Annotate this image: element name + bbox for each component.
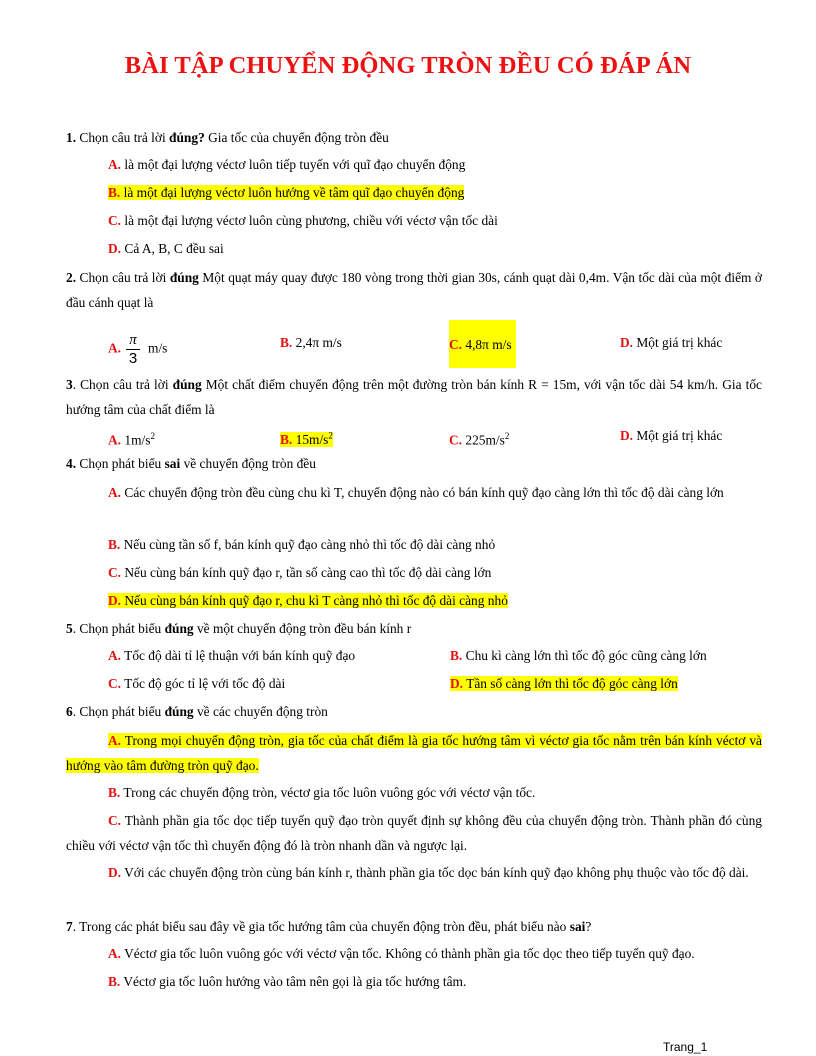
q5-option-a: A. Tốc độ dài tỉ lệ thuận với bán kính quỹ đạo	[108, 648, 356, 663]
q3-option-a: A. $1m/s^2$	[108, 431, 155, 448]
q6-option-d: D. Với các chuyển động tròn cùng bán kính r, thành phần gia tốc dọc bán kính quỹ đạo không phụ thuộc vào tốc độ dài.	[108, 865, 749, 880]
q2-option-c: C. 4,8π m/s	[449, 320, 516, 368]
question-7: 7. Trong các phát biểu sau đây về gia tốc hướng tâm của chuyển động tròn đều, phát biểu nào sai?	[66, 919, 592, 934]
q5-option-d: D. Tần số càng lớn thì tốc độ góc càng lớn	[450, 676, 678, 691]
q1-option-b: B. là một đại lượng véctơ luôn hướng về tâm quĩ đạo chuyển động	[108, 185, 465, 200]
q4-option-c: C. Nếu cùng bán kính quỹ đạo r, tần số càng cao thì tốc độ dài càng lớn	[108, 565, 492, 580]
question-6: 6. Chọn phát biểu đúng về các chuyển động tròn	[66, 704, 328, 719]
q5-option-c: C. Tốc độ góc tỉ lệ với tốc độ dài	[108, 676, 286, 691]
q5-option-b: B. Chu kì càng lớn thì tốc độ góc cũng càng lớn	[450, 648, 707, 663]
question-4: 4. Chọn phát biểu sai về chuyển động tròn đều	[66, 456, 316, 471]
q1-option-c: C. là một đại lượng véctơ luôn cùng phương, chiều với véctơ vận tốc dài	[108, 213, 498, 228]
pi-over-3-fraction: $\frac{\pi}{3}$	[126, 332, 140, 367]
q3-option-c: C. $225m/s^2$	[449, 431, 510, 448]
question-3: 3. Chọn câu trả lời đúng Một chất điểm chuyển động trên một đường tròn bán kính R = 15m, với vận tốc dài 54 km/h. Gia tốc hướng tâm của chất điểm là	[66, 377, 762, 417]
q3-option-d: D. Một giá trị khác	[620, 428, 723, 443]
q6-option-b: B. Trong các chuyển động tròn, véctơ gia tốc luôn vuông góc với véctơ vận tốc.	[108, 785, 536, 800]
q4-option-b: B. Nếu cùng tần số f, bán kính quỹ đạo càng nhỏ thì tốc độ dài càng nhỏ	[108, 537, 496, 552]
q2-option-a: A. $\frac{\pi}{3}$ m/s	[108, 332, 168, 367]
question-5: 5. Chọn phát biểu đúng về một chuyển động tròn đều bán kính r	[66, 621, 412, 636]
q4-option-a: A. Các chuyển động tròn đều cùng chu kì T, chuyển động nào có bán kính quỹ đạo càng lớn thì tốc độ dài càng lớn	[108, 485, 724, 500]
q7-option-b: B. Véctơ gia tốc luôn hướng vào tâm nên gọi là gia tốc hướng tâm.	[108, 974, 467, 989]
q2-option-b: B. 2,4π m/s	[280, 335, 342, 350]
q6-option-c: C. Thành phần gia tốc dọc tiếp tuyến quỹ đạo tròn quyết định sự không đều của chuyển động tròn. Thành phần đó cùng chiều với véctơ vận tốc thì chuyển động đó là tròn nhanh dần và ngược lại.	[66, 813, 762, 853]
page-number: Trang_1	[663, 1040, 708, 1054]
q6-option-a: A. Trong mọi chuyển động tròn, gia tốc của chất điểm là gia tốc hướng tâm vì véctơ gia tốc nằm trên bán kính véctơ và hướng vào tâm đường tròn quỹ đạo.	[66, 733, 762, 773]
q3-option-b: B. $15m/s^2$	[280, 431, 333, 448]
q1-option-a: A. là một đại lượng véctơ luôn tiếp tuyến với quĩ đạo chuyển động	[108, 157, 466, 172]
question-1: 1. Chọn câu trả lời đúng? Gia tốc của chuyển động tròn đều	[66, 130, 389, 145]
q1-option-d: D. Cả A, B, C đều sai	[108, 241, 224, 256]
q7-option-a: A. Véctơ gia tốc luôn vuông góc với véctơ vận tốc. Không có thành phần gia tốc dọc theo tiếp tuyến quỹ đạo.	[108, 946, 695, 961]
q2-option-d: D. Một giá trị khác	[620, 335, 723, 350]
page-title: BÀI TẬP CHUYỂN ĐỘNG TRÒN ĐỀU CÓ ĐÁP ÁN	[124, 52, 692, 79]
q4-option-d: D. Nếu cùng bán kính quỹ đạo r, chu kì T càng nhỏ thì tốc độ dài càng nhỏ	[108, 593, 508, 608]
question-2: 2. Chọn câu trả lời đúng Một quạt máy quay được 180 vòng trong thời gian 30s, cánh quạt dài 0,4m. Vận tốc dài của một điểm ở đầu cánh quạt là	[66, 270, 763, 310]
